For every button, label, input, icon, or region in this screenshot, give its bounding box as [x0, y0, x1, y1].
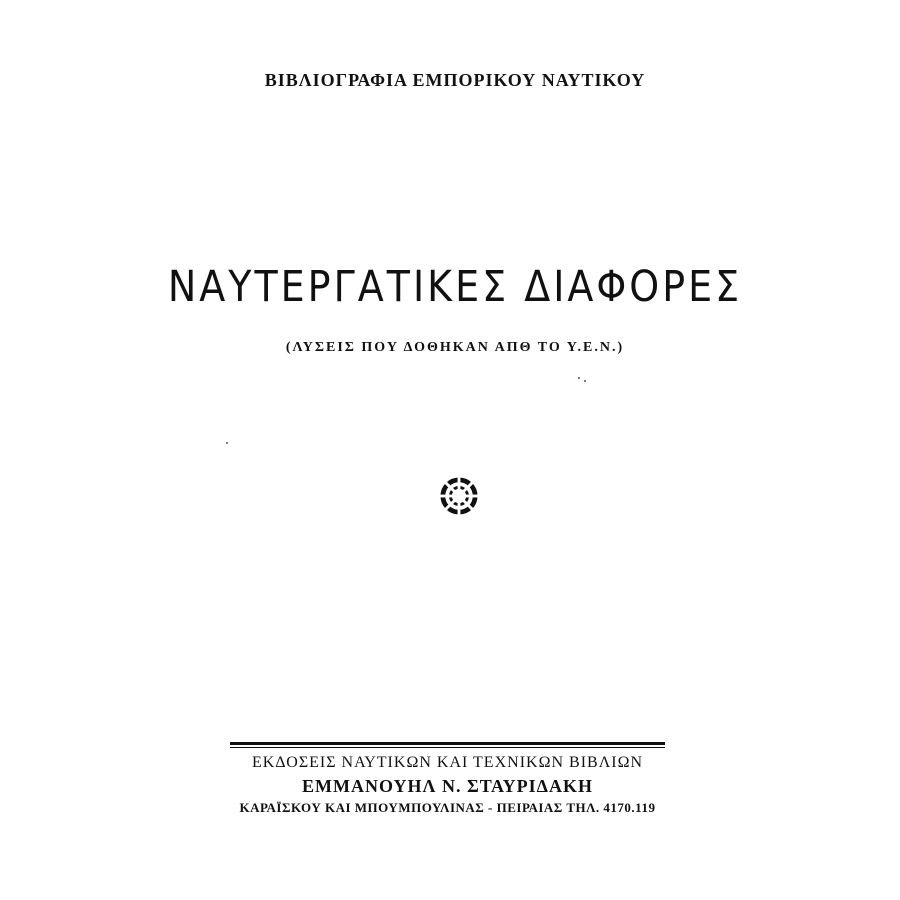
divider-thin — [230, 747, 665, 748]
book-title: ΝΑΥΤΕΡΓΑΤΙΚΕΣ ΔΙΑΦΟΡΕΣ — [167, 262, 743, 312]
publisher-series: ΕΚΔΟΣΕΙΣ ΝΑΥΤΙΚΩΝ ΚΑΙ ΤΕΧΝΙΚΩΝ ΒΙΒΛΙΩΝ — [251, 754, 644, 771]
series-title: ΒΙΒΛΙΟΓΡΑΦΙΑ ΕΜΠΟΡΙΚΟΥ ΝΑΥΤΙΚΟΥ — [264, 70, 646, 90]
publisher-name: ΕΜΜΑΝΟΥΗΛ Ν. ΣΤΑΥΡΙΔΑΚΗ — [302, 776, 593, 796]
print-speck — [584, 380, 586, 382]
book-subtitle: (ΛΥΣΕΙΣ ΠΟΥ ΔΟΘΗΚΑΝ ΑΠΘ ΤΟ Υ.Ε.Ν.) — [285, 340, 625, 355]
print-speck — [578, 377, 580, 379]
publisher-address: ΚΑΡΑΪΣΚΟΥ ΚΑΙ ΜΠΟΥΜΠΟΥΛΙΝΑΣ - ΠΕΙΡΑΙΑΣ ΤΗΛ. 4170.119 — [239, 800, 656, 815]
divider-thick — [230, 742, 665, 745]
print-speck — [226, 442, 228, 444]
book-cover-page — [130, 0, 780, 900]
circle-emblem-icon — [440, 477, 478, 515]
